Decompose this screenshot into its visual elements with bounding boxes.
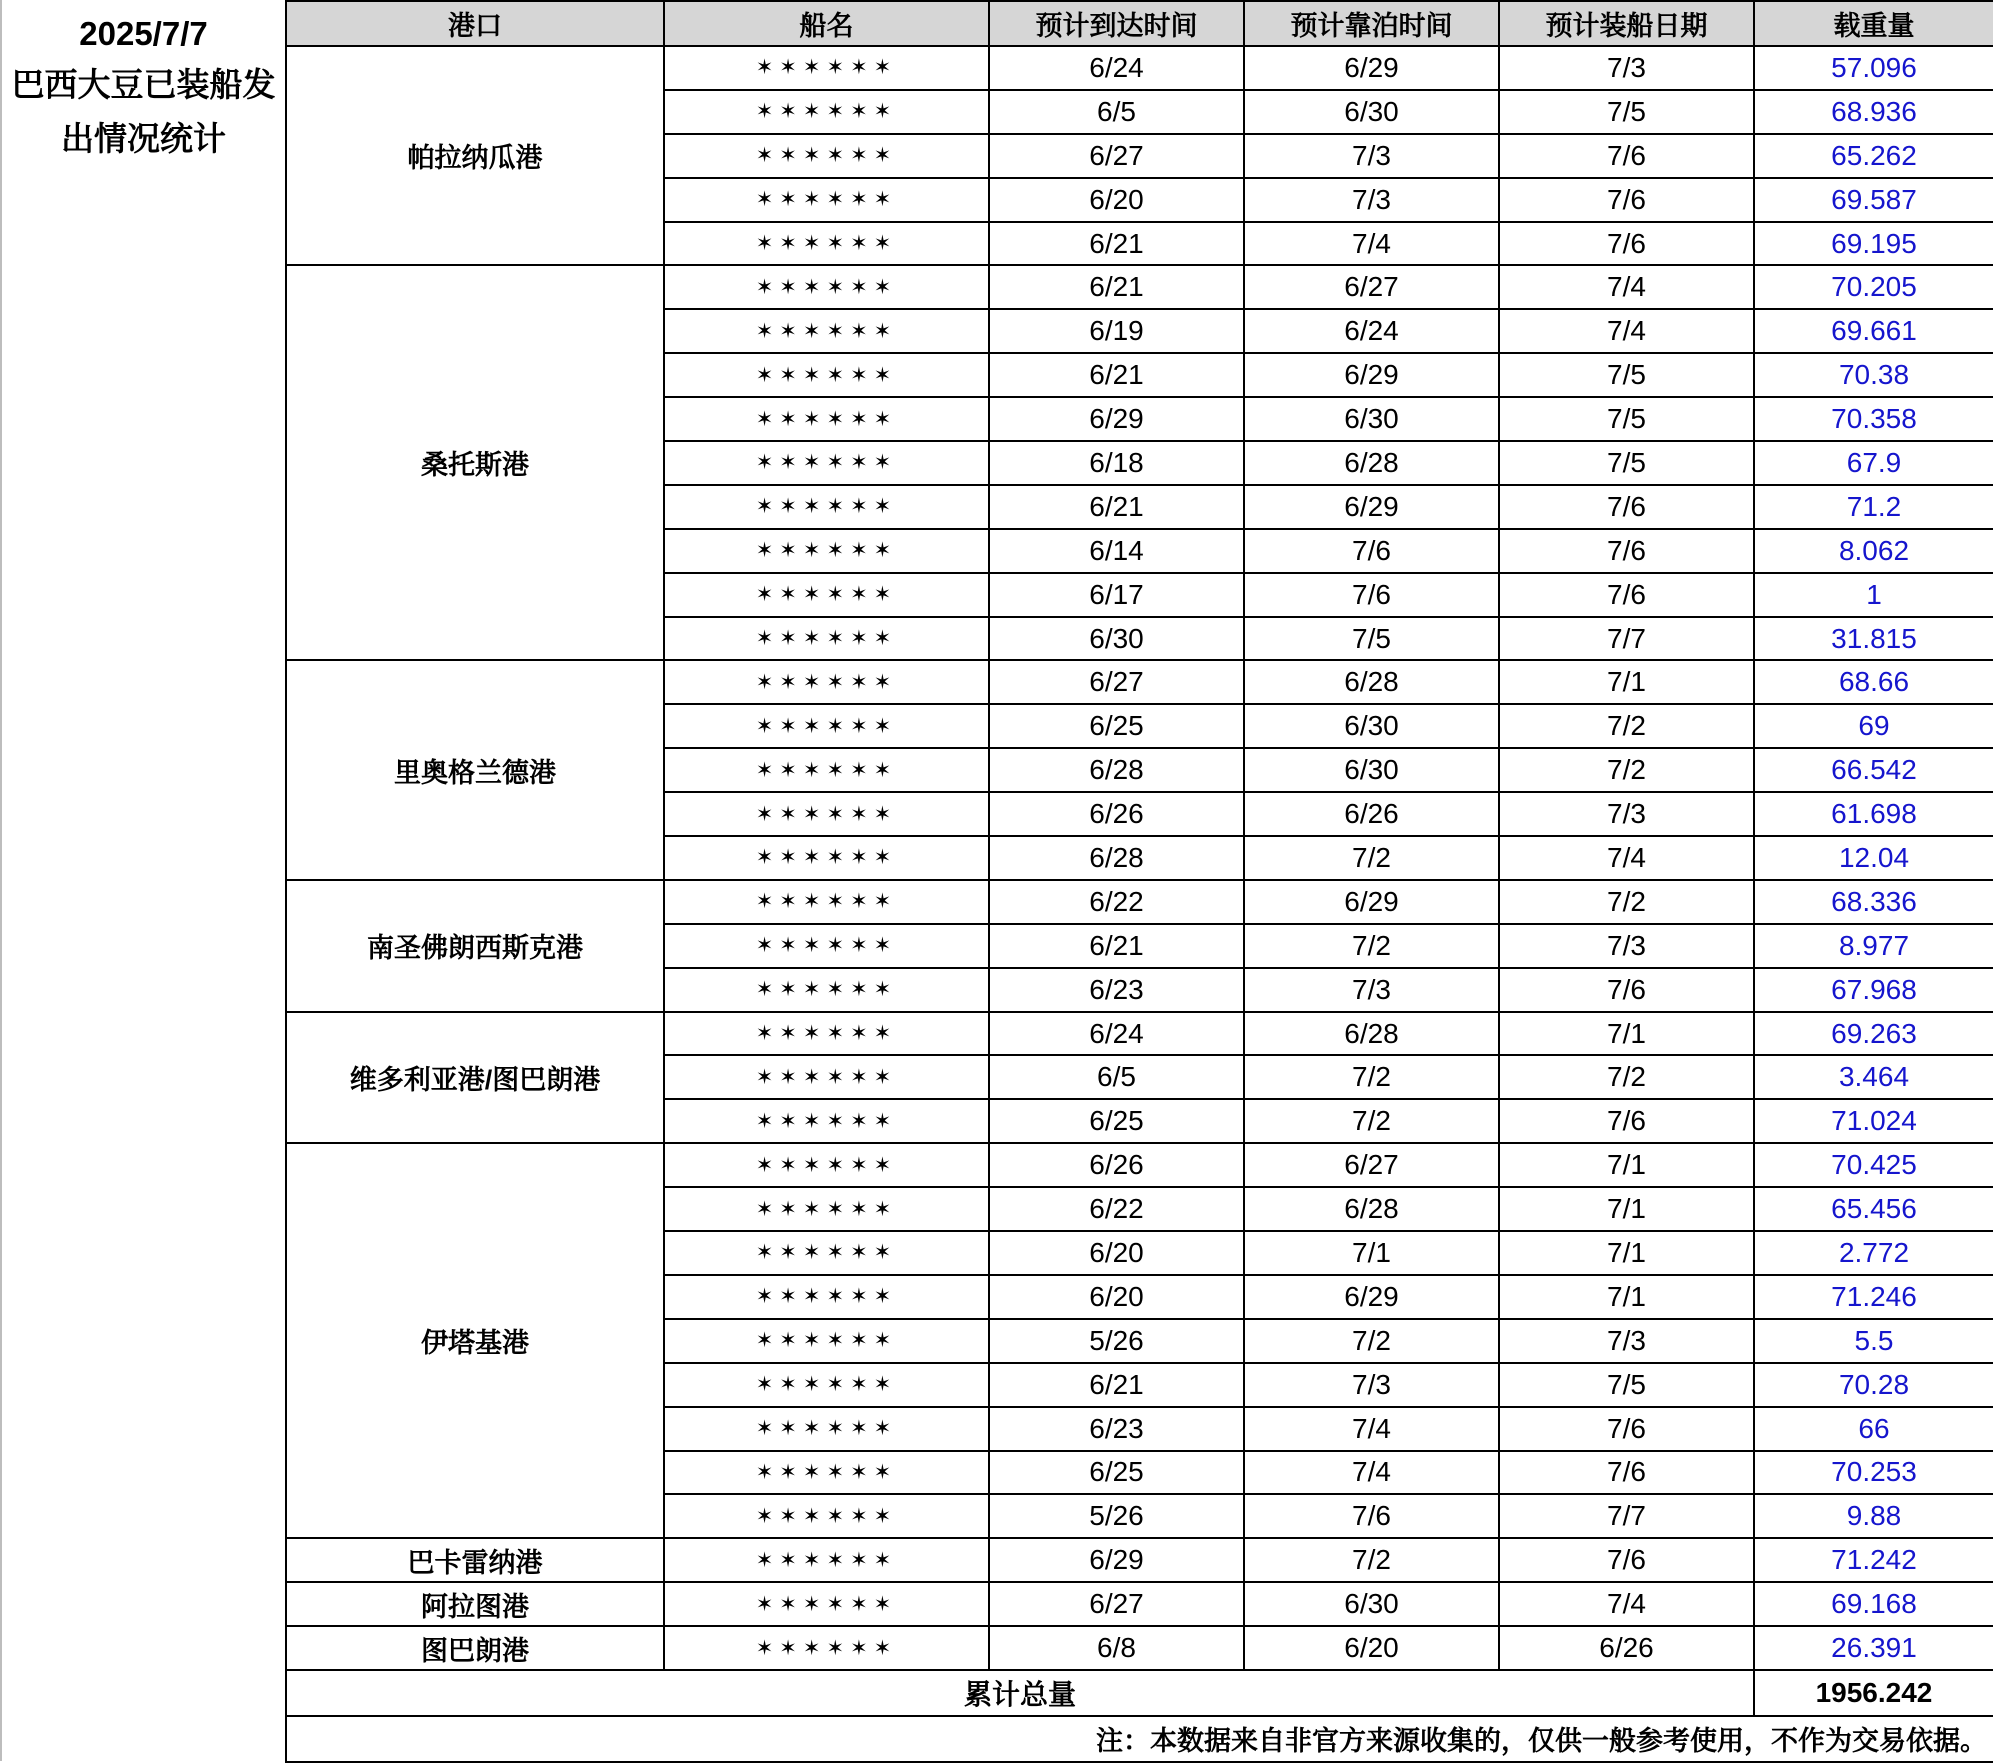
arrival-date-cell[interactable]: 6/20 [989, 178, 1244, 222]
header-row [286, 1, 1993, 46]
deadweight-cell[interactable]: 9.88 [1754, 1494, 1993, 1538]
total-label[interactable]: 累计总量 [286, 1670, 1754, 1716]
loading-date-cell[interactable]: 7/5 [1499, 397, 1754, 441]
arrival-date-cell[interactable]: 6/25 [989, 1099, 1244, 1143]
total-value[interactable]: 1956.242 [1754, 1670, 1993, 1716]
arrival-date-cell[interactable]: 6/21 [989, 1363, 1244, 1407]
arrival-date-cell[interactable]: 6/21 [989, 265, 1244, 309]
deadweight-cell[interactable]: 68.936 [1754, 90, 1993, 134]
loading-date-cell[interactable]: 7/6 [1499, 178, 1754, 222]
loading-date-cell[interactable]: 7/4 [1499, 265, 1754, 309]
deadweight-cell[interactable]: 26.391 [1754, 1626, 1993, 1670]
loading-date-cell[interactable]: 7/6 [1499, 1407, 1754, 1451]
loading-date-cell[interactable]: 7/6 [1499, 485, 1754, 529]
berth-date-cell[interactable]: 6/29 [1244, 353, 1499, 397]
loading-date-cell[interactable]: 7/6 [1499, 968, 1754, 1012]
berth-date-cell[interactable]: 7/4 [1244, 1407, 1499, 1451]
deadweight-cell[interactable]: 2.772 [1754, 1231, 1993, 1275]
loading-date-cell[interactable]: 7/5 [1499, 441, 1754, 485]
arrival-date-cell[interactable]: 6/18 [989, 441, 1244, 485]
ship-name-cell[interactable]: ✶✶✶✶✶✶ [664, 1187, 989, 1231]
ship-name-cell[interactable]: ✶✶✶✶✶✶ [664, 353, 989, 397]
total-row [286, 1670, 1993, 1716]
ship-name-cell[interactable]: ✶✶✶✶✶✶ [664, 265, 989, 309]
deadweight-cell[interactable]: 68.66 [1754, 660, 1993, 704]
shipments-table [285, 0, 1993, 1763]
arrival-date-cell[interactable]: 6/30 [989, 617, 1244, 661]
berth-date-cell[interactable]: 7/5 [1244, 617, 1499, 661]
arrival-date-cell[interactable]: 5/26 [989, 1494, 1244, 1538]
ship-name-cell[interactable]: ✶✶✶✶✶✶ [664, 309, 989, 353]
ship-name-cell[interactable]: ✶✶✶✶✶✶ [664, 836, 989, 880]
loading-date-cell[interactable]: 7/1 [1499, 1143, 1754, 1187]
port-cell[interactable]: 维多利亚港/图巴朗港 [286, 1012, 664, 1144]
deadweight-cell[interactable]: 70.253 [1754, 1451, 1993, 1495]
table-row [286, 1143, 1993, 1187]
deadweight-cell[interactable]: 61.698 [1754, 792, 1993, 836]
loading-date-cell[interactable]: 7/6 [1499, 1099, 1754, 1143]
berth-date-cell[interactable]: 7/6 [1244, 573, 1499, 617]
berth-date-cell[interactable]: 6/28 [1244, 1187, 1499, 1231]
ship-name-cell[interactable]: ✶✶✶✶✶✶ [664, 46, 989, 90]
note-text: 注：本数据来自非官方来源收集的，仅供一般参考使用，不作为交易依据。 [286, 1716, 1993, 1762]
berth-date-cell[interactable]: 6/29 [1244, 46, 1499, 90]
deadweight-cell[interactable]: 69.587 [1754, 178, 1993, 222]
berth-date-cell[interactable]: 6/20 [1244, 1626, 1499, 1670]
arrival-date-cell[interactable]: 6/29 [989, 1538, 1244, 1582]
ship-name-cell[interactable]: ✶✶✶✶✶✶ [664, 704, 989, 748]
arrival-date-cell[interactable]: 6/8 [989, 1626, 1244, 1670]
arrival-date-cell[interactable]: 6/24 [989, 46, 1244, 90]
port-cell[interactable]: 帕拉纳瓜港 [286, 46, 664, 265]
loading-date-cell[interactable]: 7/6 [1499, 222, 1754, 266]
ship-name-cell[interactable]: ✶✶✶✶✶✶ [664, 1055, 989, 1099]
arrival-date-cell[interactable]: 6/27 [989, 660, 1244, 704]
loading-date-cell[interactable]: 7/3 [1499, 792, 1754, 836]
deadweight-cell[interactable]: 12.04 [1754, 836, 1993, 880]
deadweight-cell[interactable]: 71.2 [1754, 485, 1993, 529]
ship-name-cell[interactable]: ✶✶✶✶✶✶ [664, 1319, 989, 1363]
table-row [286, 265, 1993, 309]
berth-date-cell[interactable]: 7/3 [1244, 178, 1499, 222]
deadweight-cell[interactable]: 57.096 [1754, 46, 1993, 90]
arrival-date-cell[interactable]: 6/14 [989, 529, 1244, 573]
loading-date-cell[interactable]: 6/26 [1499, 1626, 1754, 1670]
arrival-date-cell[interactable]: 6/25 [989, 704, 1244, 748]
port-cell[interactable]: 阿拉图港 [286, 1582, 664, 1626]
berth-date-cell[interactable]: 6/30 [1244, 1582, 1499, 1626]
deadweight-cell[interactable]: 3.464 [1754, 1055, 1993, 1099]
ship-name-cell[interactable]: ✶✶✶✶✶✶ [664, 748, 989, 792]
header-deadweight[interactable]: 载重量 [1754, 1, 1993, 46]
deadweight-cell[interactable]: 70.28 [1754, 1363, 1993, 1407]
arrival-date-cell[interactable]: 6/21 [989, 485, 1244, 529]
deadweight-cell[interactable]: 71.242 [1754, 1538, 1993, 1582]
deadweight-cell[interactable]: 68.336 [1754, 880, 1993, 924]
berth-date-cell[interactable]: 6/27 [1244, 1143, 1499, 1187]
ship-name-cell[interactable]: ✶✶✶✶✶✶ [664, 880, 989, 924]
table-row [286, 1626, 1993, 1670]
header-arrival-date[interactable]: 预计到达时间 [989, 1, 1244, 46]
deadweight-cell[interactable]: 67.968 [1754, 968, 1993, 1012]
table-footer [286, 1670, 1993, 1762]
arrival-date-cell[interactable]: 6/22 [989, 880, 1244, 924]
berth-date-cell[interactable]: 6/29 [1244, 1275, 1499, 1319]
berth-date-cell[interactable]: 7/6 [1244, 1494, 1499, 1538]
loading-date-cell[interactable]: 7/2 [1499, 704, 1754, 748]
loading-date-cell[interactable]: 7/1 [1499, 1012, 1754, 1056]
loading-date-cell[interactable]: 7/5 [1499, 353, 1754, 397]
berth-date-cell[interactable]: 7/4 [1244, 222, 1499, 266]
arrival-date-cell[interactable]: 6/20 [989, 1231, 1244, 1275]
berth-date-cell[interactable]: 7/2 [1244, 1055, 1499, 1099]
ship-name-cell[interactable]: ✶✶✶✶✶✶ [664, 1538, 989, 1582]
loading-date-cell[interactable]: 7/6 [1499, 1538, 1754, 1582]
port-cell[interactable]: 图巴朗港 [286, 1626, 664, 1670]
arrival-date-cell[interactable]: 6/27 [989, 134, 1244, 178]
deadweight-cell[interactable]: 69.168 [1754, 1582, 1993, 1626]
ship-name-cell[interactable]: ✶✶✶✶✶✶ [664, 1275, 989, 1319]
loading-date-cell[interactable]: 7/6 [1499, 1451, 1754, 1495]
loading-date-cell[interactable]: 7/3 [1499, 1319, 1754, 1363]
note-row [286, 1716, 1993, 1762]
arrival-date-cell[interactable]: 6/21 [989, 924, 1244, 968]
deadweight-cell[interactable]: 70.205 [1754, 265, 1993, 309]
ship-name-cell[interactable]: ✶✶✶✶✶✶ [664, 178, 989, 222]
arrival-date-cell[interactable]: 6/5 [989, 1055, 1244, 1099]
deadweight-cell[interactable]: 69.661 [1754, 309, 1993, 353]
arrival-date-cell[interactable]: 6/19 [989, 309, 1244, 353]
report-title: 巴西大豆已装船发出情况统计 [11, 66, 276, 157]
ship-name-cell[interactable]: ✶✶✶✶✶✶ [664, 1099, 989, 1143]
port-cell[interactable]: 巴卡雷纳港 [286, 1538, 664, 1582]
deadweight-cell[interactable]: 66.542 [1754, 748, 1993, 792]
table-row [286, 1012, 1993, 1056]
berth-date-cell[interactable]: 6/24 [1244, 309, 1499, 353]
ship-name-cell[interactable]: ✶✶✶✶✶✶ [664, 529, 989, 573]
deadweight-cell[interactable]: 69.195 [1754, 222, 1993, 266]
ship-name-cell[interactable]: ✶✶✶✶✶✶ [664, 134, 989, 178]
loading-date-cell[interactable]: 7/1 [1499, 1187, 1754, 1231]
loading-date-cell[interactable]: 7/5 [1499, 90, 1754, 134]
deadweight-cell[interactable]: 71.024 [1754, 1099, 1993, 1143]
berth-date-cell[interactable]: 7/2 [1244, 1319, 1499, 1363]
deadweight-cell[interactable]: 71.246 [1754, 1275, 1993, 1319]
deadweight-cell[interactable]: 65.262 [1754, 134, 1993, 178]
berth-date-cell[interactable]: 7/6 [1244, 529, 1499, 573]
loading-date-cell[interactable]: 7/6 [1499, 573, 1754, 617]
loading-date-cell[interactable]: 7/6 [1499, 134, 1754, 178]
table-row [286, 660, 1993, 704]
loading-date-cell[interactable]: 7/3 [1499, 46, 1754, 90]
arrival-date-cell[interactable]: 6/17 [989, 573, 1244, 617]
arrival-date-cell[interactable]: 6/23 [989, 968, 1244, 1012]
arrival-date-cell[interactable]: 6/28 [989, 836, 1244, 880]
deadweight-cell[interactable]: 8.062 [1754, 529, 1993, 573]
port-cell[interactable]: 桑托斯港 [286, 265, 664, 660]
ship-name-cell[interactable]: ✶✶✶✶✶✶ [664, 1231, 989, 1275]
arrival-date-cell[interactable]: 6/21 [989, 222, 1244, 266]
loading-date-cell[interactable]: 7/2 [1499, 1055, 1754, 1099]
ship-name-cell[interactable]: ✶✶✶✶✶✶ [664, 485, 989, 529]
berth-date-cell[interactable]: 6/29 [1244, 485, 1499, 529]
table-row [286, 46, 1993, 90]
table-body [286, 46, 1993, 1670]
loading-date-cell[interactable]: 7/7 [1499, 617, 1754, 661]
berth-date-cell[interactable]: 7/4 [1244, 1451, 1499, 1495]
berth-date-cell[interactable]: 7/3 [1244, 968, 1499, 1012]
deadweight-cell[interactable]: 70.358 [1754, 397, 1993, 441]
header-port[interactable]: 港口 [286, 1, 664, 46]
ship-name-cell[interactable]: ✶✶✶✶✶✶ [664, 1363, 989, 1407]
berth-date-cell[interactable]: 6/27 [1244, 265, 1499, 309]
arrival-date-cell[interactable]: 5/26 [989, 1319, 1244, 1363]
ship-name-cell[interactable]: ✶✶✶✶✶✶ [664, 1626, 989, 1670]
header-loading-date[interactable]: 预计装船日期 [1499, 1, 1754, 46]
berth-date-cell[interactable]: 6/29 [1244, 880, 1499, 924]
ship-name-cell[interactable]: ✶✶✶✶✶✶ [664, 222, 989, 266]
loading-date-cell[interactable]: 7/4 [1499, 1582, 1754, 1626]
deadweight-cell[interactable]: 70.425 [1754, 1143, 1993, 1187]
berth-date-cell[interactable]: 7/2 [1244, 1538, 1499, 1582]
arrival-date-cell[interactable]: 6/29 [989, 397, 1244, 441]
report-title-block [0, 0, 285, 1761]
arrival-date-cell[interactable]: 6/20 [989, 1275, 1244, 1319]
loading-date-cell[interactable]: 7/1 [1499, 1231, 1754, 1275]
berth-date-cell[interactable]: 7/2 [1244, 836, 1499, 880]
deadweight-cell[interactable]: 69 [1754, 704, 1993, 748]
loading-date-cell[interactable]: 7/2 [1499, 748, 1754, 792]
berth-date-cell[interactable]: 7/2 [1244, 1099, 1499, 1143]
berth-date-cell[interactable]: 6/30 [1244, 748, 1499, 792]
arrival-date-cell[interactable]: 6/26 [989, 1143, 1244, 1187]
berth-date-cell[interactable]: 7/3 [1244, 134, 1499, 178]
arrival-date-cell[interactable]: 6/28 [989, 748, 1244, 792]
loading-date-cell[interactable]: 7/4 [1499, 836, 1754, 880]
arrival-date-cell[interactable]: 6/24 [989, 1012, 1244, 1056]
ship-name-cell[interactable]: ✶✶✶✶✶✶ [664, 90, 989, 134]
deadweight-cell[interactable]: 69.263 [1754, 1012, 1993, 1056]
table-row [286, 1538, 1993, 1582]
table-row [286, 1582, 1993, 1626]
arrival-date-cell[interactable]: 6/22 [989, 1187, 1244, 1231]
arrival-date-cell[interactable]: 6/21 [989, 353, 1244, 397]
berth-date-cell[interactable]: 6/28 [1244, 441, 1499, 485]
ship-name-cell[interactable]: ✶✶✶✶✶✶ [664, 1451, 989, 1495]
table-row [286, 880, 1993, 924]
report-date: 2025/7/7 [79, 15, 208, 52]
ship-name-cell[interactable]: ✶✶✶✶✶✶ [664, 617, 989, 661]
deadweight-cell[interactable]: 8.977 [1754, 924, 1993, 968]
table-header [286, 1, 1993, 46]
berth-date-cell[interactable]: 6/30 [1244, 90, 1499, 134]
ship-name-cell[interactable]: ✶✶✶✶✶✶ [664, 1407, 989, 1451]
port-cell[interactable]: 南圣佛朗西斯克港 [286, 880, 664, 1012]
ship-name-cell[interactable]: ✶✶✶✶✶✶ [664, 441, 989, 485]
loading-date-cell[interactable]: 7/2 [1499, 880, 1754, 924]
ship-name-cell[interactable]: ✶✶✶✶✶✶ [664, 1494, 989, 1538]
deadweight-cell[interactable]: 67.9 [1754, 441, 1993, 485]
berth-date-cell[interactable]: 6/30 [1244, 397, 1499, 441]
loading-date-cell[interactable]: 7/3 [1499, 924, 1754, 968]
header-berth-date[interactable]: 预计靠泊时间 [1244, 1, 1499, 46]
berth-date-cell[interactable]: 7/3 [1244, 1363, 1499, 1407]
berth-date-cell[interactable]: 6/30 [1244, 704, 1499, 748]
loading-date-cell[interactable]: 7/5 [1499, 1363, 1754, 1407]
deadweight-cell[interactable]: 66 [1754, 1407, 1993, 1451]
port-cell[interactable]: 里奥格兰德港 [286, 660, 664, 879]
arrival-date-cell[interactable]: 6/27 [989, 1582, 1244, 1626]
ship-name-cell[interactable]: ✶✶✶✶✶✶ [664, 1012, 989, 1056]
ship-name-cell[interactable]: ✶✶✶✶✶✶ [664, 1582, 989, 1626]
deadweight-cell[interactable]: 31.815 [1754, 617, 1993, 661]
ship-name-cell[interactable]: ✶✶✶✶✶✶ [664, 573, 989, 617]
arrival-date-cell[interactable]: 6/25 [989, 1451, 1244, 1495]
arrival-date-cell[interactable]: 6/5 [989, 90, 1244, 134]
loading-date-cell[interactable]: 7/1 [1499, 1275, 1754, 1319]
deadweight-cell[interactable]: 5.5 [1754, 1319, 1993, 1363]
berth-date-cell[interactable]: 6/26 [1244, 792, 1499, 836]
port-cell[interactable]: 伊塔基港 [286, 1143, 664, 1538]
deadweight-cell[interactable]: 65.456 [1754, 1187, 1993, 1231]
berth-date-cell[interactable]: 6/28 [1244, 1012, 1499, 1056]
ship-name-cell[interactable]: ✶✶✶✶✶✶ [664, 397, 989, 441]
berth-date-cell[interactable]: 7/2 [1244, 924, 1499, 968]
loading-date-cell[interactable]: 7/4 [1499, 309, 1754, 353]
ship-name-cell[interactable]: ✶✶✶✶✶✶ [664, 968, 989, 1012]
ship-name-cell[interactable]: ✶✶✶✶✶✶ [664, 660, 989, 704]
ship-name-cell[interactable]: ✶✶✶✶✶✶ [664, 1143, 989, 1187]
ship-name-cell[interactable]: ✶✶✶✶✶✶ [664, 924, 989, 968]
berth-date-cell[interactable]: 7/1 [1244, 1231, 1499, 1275]
ship-name-cell[interactable]: ✶✶✶✶✶✶ [664, 792, 989, 836]
header-ship-name[interactable]: 船名 [664, 1, 989, 46]
deadweight-cell[interactable]: 1 [1754, 573, 1993, 617]
loading-date-cell[interactable]: 7/6 [1499, 529, 1754, 573]
arrival-date-cell[interactable]: 6/26 [989, 792, 1244, 836]
loading-date-cell[interactable]: 7/7 [1499, 1494, 1754, 1538]
berth-date-cell[interactable]: 6/28 [1244, 660, 1499, 704]
arrival-date-cell[interactable]: 6/23 [989, 1407, 1244, 1451]
loading-date-cell[interactable]: 7/1 [1499, 660, 1754, 704]
deadweight-cell[interactable]: 70.38 [1754, 353, 1993, 397]
